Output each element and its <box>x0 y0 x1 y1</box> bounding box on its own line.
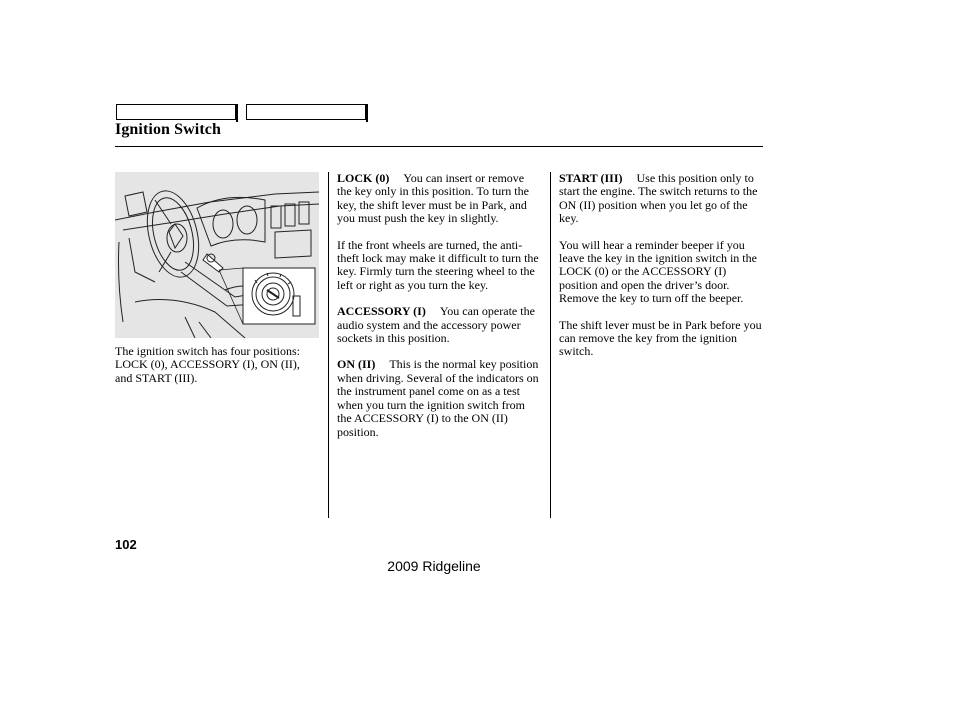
middle-column <box>337 172 541 452</box>
header-tab-1 <box>116 104 236 120</box>
accessory-term: ACCESSORY (I) <box>337 304 426 319</box>
on-term: ON (II) <box>337 357 376 372</box>
start-text: Use this position only to start the engine. The switch returns to the ON (II) position when you let go of the key. <box>559 171 758 226</box>
page-number: 102 <box>115 537 137 552</box>
lock-paragraph-2: If the front wheels are turned, the anti-theft lock may make it difficult to turn the key. Firmly turn the steering wheel to the left or right as you turn the key. <box>337 237 539 292</box>
column-divider-2 <box>550 172 551 518</box>
park-paragraph: The shift lever must be in Park before you can remove the key from the ignition switch. <box>559 317 762 359</box>
right-column <box>559 172 763 372</box>
start-paragraph <box>559 172 763 226</box>
title-divider <box>115 146 763 147</box>
beeper-paragraph: You will hear a reminder beeper if you leave the key in the ignition switch in the LOCK (0) or the ACCESSORY (I) position and open the driver’s door. Remove the key to turn off the beeper. <box>559 237 757 306</box>
footer-model: 2009 Ridgeline <box>387 558 481 574</box>
column-divider-1 <box>328 172 329 518</box>
accessory-text: You can operate the audio system and the accessory power sockets in this position. <box>337 304 535 346</box>
intro-paragraph: The ignition switch has four positions: LOCK (0), ACCESSORY (I), ON (II), and START (III). <box>115 344 300 385</box>
lock-term: LOCK (0) <box>337 171 390 185</box>
lock-text: You can insert or remove the key only in this position. To turn the key, the shift lever must be in Park, and you must push the key in slightly. <box>337 171 529 226</box>
on-text: This is the normal key position when driving. Several of the indicators on the instrument panel come on as a test when you turn the ignition switch from the ACCESSORY (I) to the ON (II) position. <box>337 357 539 439</box>
on-paragraph <box>337 358 541 438</box>
accessory-paragraph <box>337 305 541 345</box>
page-title: Ignition Switch <box>115 121 221 138</box>
lock-paragraph <box>337 172 541 226</box>
start-term: START (III) <box>559 171 623 185</box>
header-tab-2 <box>246 104 366 120</box>
intro-column <box>115 345 315 398</box>
ignition-switch-illustration <box>115 172 319 338</box>
